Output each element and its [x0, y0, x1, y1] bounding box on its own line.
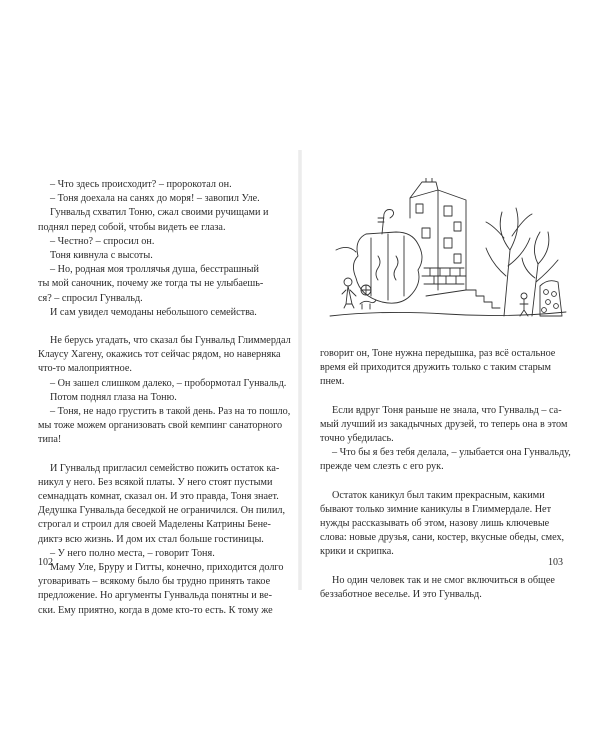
text-line: Гунвальд схватил Тоню, сжал своими ручищами и: [50, 207, 269, 219]
text-line: говорит он, Тоне нужна передышка, раз всё остальное: [320, 348, 556, 359]
book-gutter: [298, 150, 302, 590]
text-line: ты мой саночник, почему же тогда ты не улыбаешь-: [38, 278, 264, 290]
text-line: Дедушка Гунвальда беседкой не ограничился. Он пилил,: [38, 505, 286, 517]
text-line: поднял перед собой, чтобы видеть ее глаза.: [38, 221, 226, 233]
text-line: типа!: [38, 434, 62, 446]
text-line: Но один человек так и не смог включиться в общее: [332, 574, 555, 586]
text-line: крики и скрипка.: [320, 546, 394, 558]
text-line: семнадцать комнат, сказал он. И это правда, Тоня знает.: [38, 491, 279, 503]
text-line: – Тоня, не надо грустить в такой день. Раз на то пошло,: [50, 406, 291, 418]
text-line: – Тоня доехала на санях до моря! – завопил Уле.: [50, 193, 260, 205]
right-paragraph-2: [320, 404, 571, 475]
text-line: – Но, родная моя троллячья душа, бесстрашный: [50, 264, 259, 276]
text-line: мый лучший из закадычных друзей, то теперь она в этом: [320, 418, 568, 430]
text-line: что-то малоприятное.: [38, 363, 132, 375]
text-line: ски. Ему приятно, когда в доме кто-то есть. К тому же: [38, 604, 273, 616]
text-line: беззаботное веселье. И это Гунвальд.: [320, 588, 482, 600]
text-line: нужды рассказывать об этом, назову лишь ключевые: [320, 518, 550, 530]
text-line: строгал и строил для своей Маделены Катрины Бене-: [38, 519, 271, 531]
page-number-right: 103: [548, 557, 563, 568]
left-page: [38, 178, 290, 618]
text-line: пнем.: [320, 376, 345, 388]
text-line: – Честно? – спросил он.: [50, 235, 155, 247]
text-line: прежде чем слезть с его рук.: [320, 461, 444, 473]
text-line: бывают только зимние каникулы в Глиммердале. Нет: [320, 503, 552, 515]
left-paragraph-3: [38, 462, 290, 618]
text-line: – Что здесь происходит? – пророкотал он.: [50, 179, 232, 190]
text-line: предложение. Но аргументы Гунвальда понятны и ве-: [38, 590, 272, 602]
right-paragraph-4: [320, 574, 566, 602]
text-line: время ей приходится дружить только с таким старым: [320, 362, 551, 374]
text-line: мы тоже можем организовать свой кемпинг санаторного: [38, 420, 283, 432]
text-line: – У него полно места, – говорит Тоня.: [50, 547, 215, 559]
text-line: Не берусь угадать, что сказал бы Гунвальд Глиммердал: [50, 335, 291, 347]
left-dialogue-block: [38, 178, 290, 320]
text-line: И Гунвальд пригласил семейство пожить остаток ка-: [50, 462, 280, 474]
left-paragraph-2: [38, 334, 290, 448]
text-line: точно убедилась.: [320, 433, 394, 445]
text-line: Если вдруг Тоня раньше не знала, что Гунвальд – са-: [332, 404, 562, 416]
text-line: – Что бы я без тебя делала, – улыбается она Гунвальду,: [332, 447, 571, 459]
page-number-left: 102: [38, 557, 53, 568]
text-line: уговаривать – всякому было бы трудно принять такое: [38, 576, 271, 588]
text-line: Остаток каникул был таким прекрасным, какими: [332, 489, 545, 501]
house-violin-drawing-icon: [326, 178, 570, 336]
text-line: И сам увидел чемоданы небольшого семейства.: [50, 306, 257, 318]
text-line: ся? – спросил Гунвальд.: [38, 292, 143, 304]
text-line: Тоня кивнула с высоты.: [50, 250, 153, 262]
text-line: никул у него. Без всякой платы. У него стоят пустыми: [38, 476, 273, 488]
right-page: [320, 347, 571, 602]
text-line: Клаусу Хагену, окажись тот сейчас рядом, но наверняка: [38, 349, 281, 361]
text-line: диктэ всю жизнь. И дом их стал больше гостиницы.: [38, 533, 264, 545]
text-line: – Он зашел слишком далеко, – пробормотал Гунвальд.: [50, 377, 287, 389]
text-line: слова: новые друзья, сани, костер, вкусные обеды, смех,: [320, 532, 565, 544]
text-line: Маму Уле, Бруру и Гитты, конечно, приходится долго: [50, 562, 284, 574]
right-paragraph-1: [320, 347, 566, 390]
text-line: Потом поднял глаза на Тоню.: [50, 391, 177, 403]
right-paragraph-3: [320, 489, 566, 560]
